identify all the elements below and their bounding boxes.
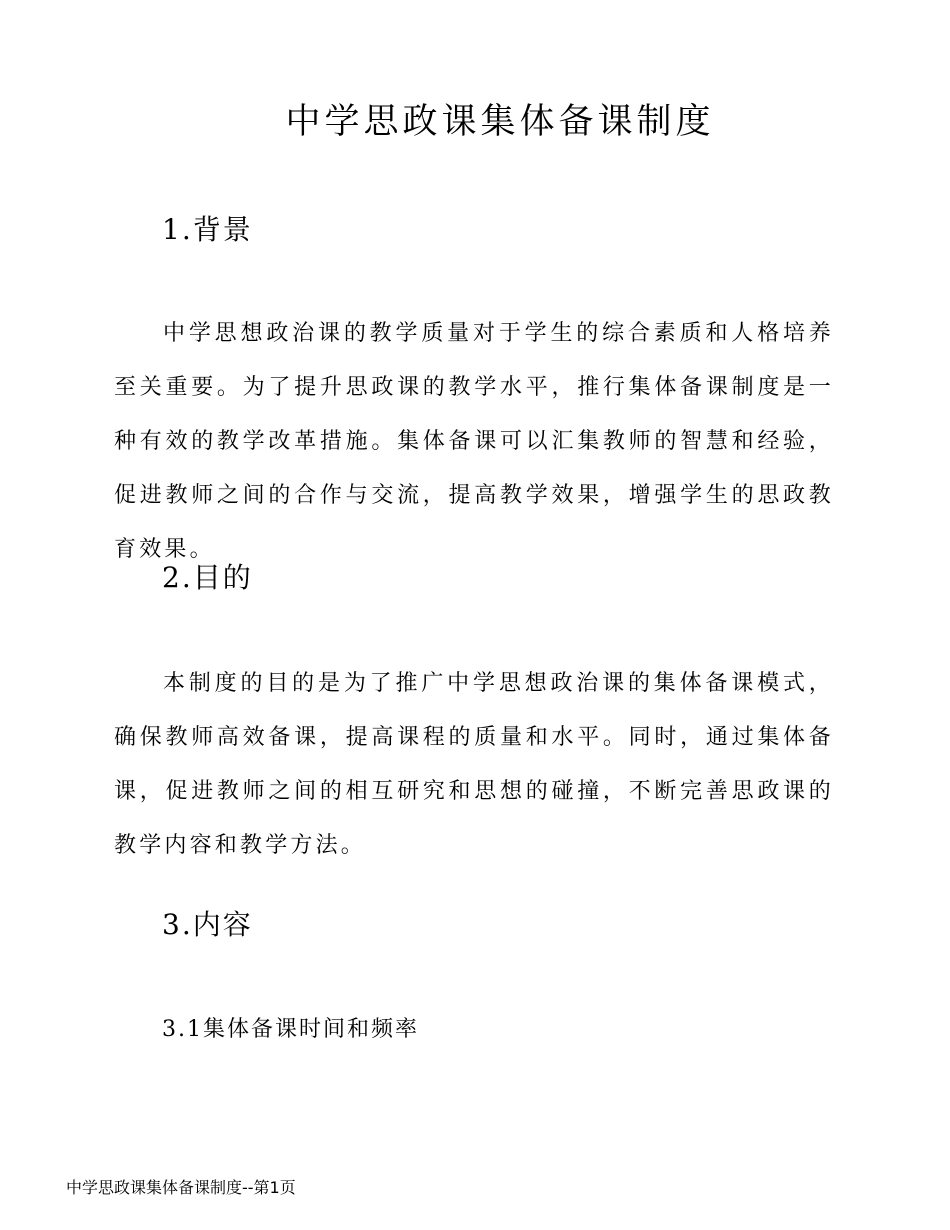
section-paragraph-purpose: 本制度的目的是为了推广中学思想政治课的集体备课模式，确保教师高效备课，提高课程的质量和水平。同时，通过集体备课，促进教师之间的相互研究和思想的碰撞，不断完善思政课的教学内容和教学方法。 [114,671,834,858]
subsection-heading-schedule: 3.1集体备课时间和频率 [162,1017,419,1042]
page-footer: 中学思政课集体备课制度--第1页 [66,1178,296,1197]
section-paragraph-background: 中学思想政治课的教学质量对于学生的综合素质和人格培养至关重要。为了提升思政课的教学水平，推行集体备课制度是一种有效的教学改革措施。集体备课可以汇集教师的智慧和经验，促进教师之间的合作与交流，提高教学效果，增强学生的思政教育效果。 [114,321,834,562]
section-heading-purpose: 2.目的 [162,561,253,594]
section-heading-background: 1.背景 [162,213,253,246]
section-heading-content: 3.内容 [162,908,253,941]
document-title: 中学思政课集体备课制度 [285,102,715,142]
